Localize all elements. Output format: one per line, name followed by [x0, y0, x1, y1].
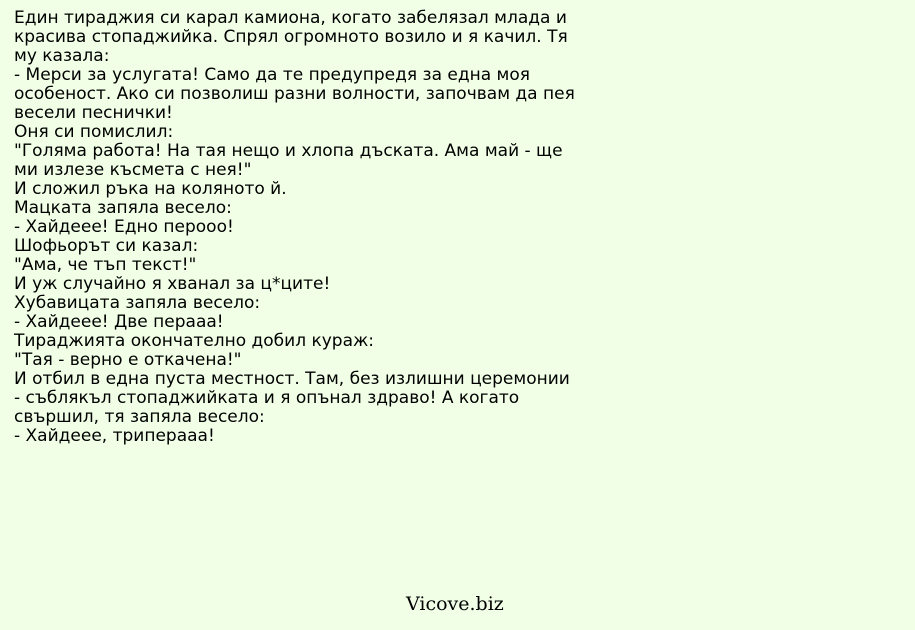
joke-line: Шофьорът си казал: — [14, 236, 199, 256]
site-watermark: Vicove.biz — [406, 593, 504, 615]
joke-line: весели песнички! — [14, 103, 173, 123]
joke-line: особеност. Ако си позволиш разни волности, започвам да пея — [14, 84, 575, 104]
joke-line: "Ама, че тъп текст!" — [14, 255, 197, 275]
joke-line: Мацката запяла весело: — [14, 198, 232, 218]
joke-line: И отбил в една пуста местност. Там, без излишни церемонии — [14, 369, 570, 389]
joke-line: - Хайдеее! Едно перооо! — [14, 217, 234, 237]
joke-line: "Тая - верно е откачена!" — [14, 350, 242, 370]
joke-line: И уж случайно я хванал за ц*ците! — [14, 274, 331, 294]
joke-line: Оня си помислил: — [14, 122, 174, 142]
joke-line: Тираджията окончателно добил кураж: — [14, 331, 375, 351]
joke-line: - Хайдеее! Две перааа! — [14, 312, 224, 332]
joke-line: Хубавицата запяла весело: — [14, 293, 261, 313]
joke-line: ми излезе късмета с нея!" — [14, 160, 252, 180]
joke-line: - Хайдеее, трипераaa! — [14, 426, 215, 446]
joke-line: Един тираджия си карал камиона, когато забелязал млада и — [14, 8, 567, 28]
joke-line: "Голяма работа! На тая нещо и хлопа дъската. Ама май - ще — [14, 141, 563, 161]
joke-line: красива стопаджийка. Спрял огромното возило и я качил. Тя — [14, 27, 568, 47]
joke-text — [14, 9, 904, 446]
joke-line: - съблякъл стопаджийката и я опънал здраво! А когато — [14, 388, 520, 408]
joke-line: И сложил ръка на коляното й. — [14, 179, 287, 199]
joke-line: свършил, тя запяла весело: — [14, 407, 265, 427]
joke-line: - Мерси за услугата! Само да те предупредя за една моя — [14, 65, 530, 85]
joke-line: му казала: — [14, 46, 110, 66]
